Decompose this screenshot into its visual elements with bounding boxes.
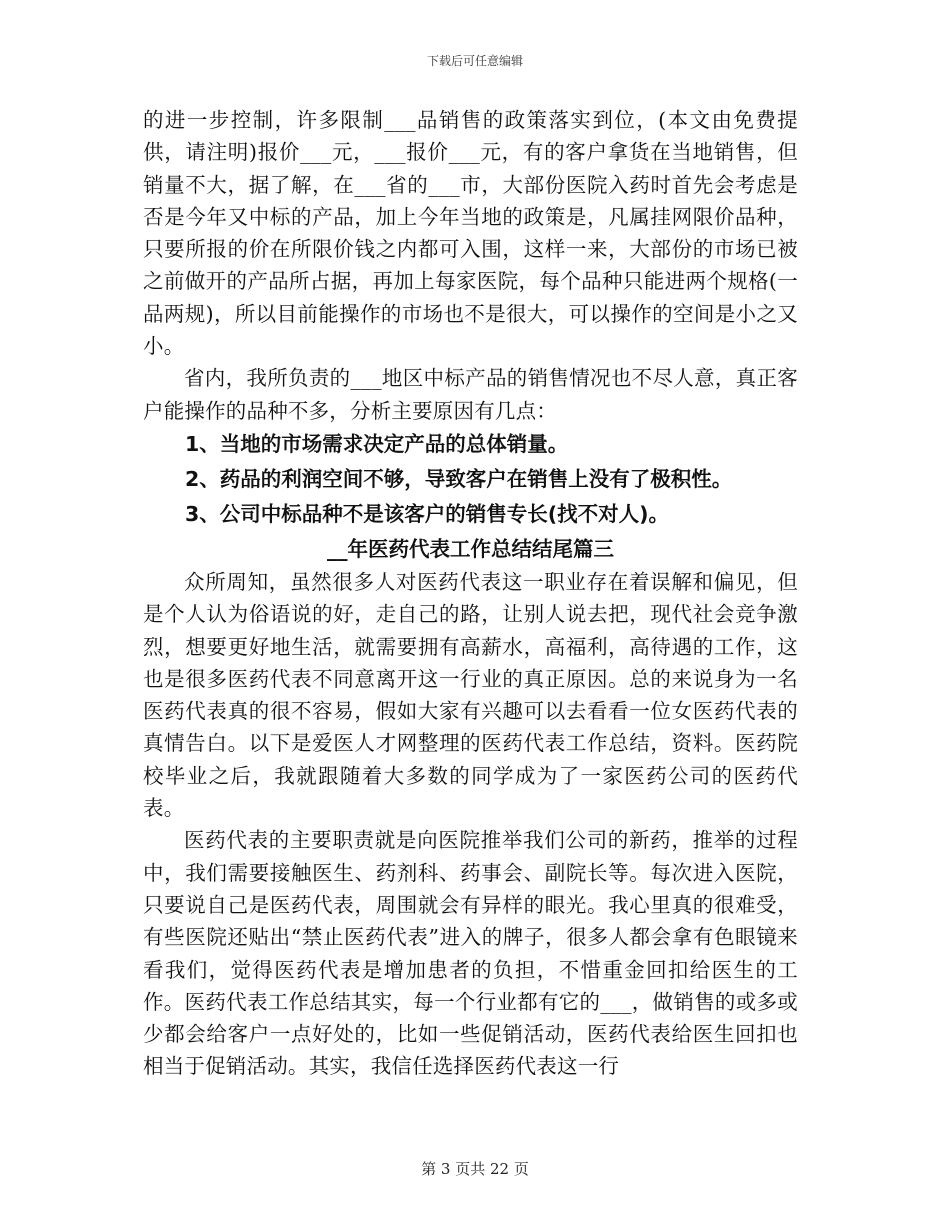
list-item-2: 2、药品的利润空间不够，导致客户在销售上没有了极积性。 <box>185 466 733 491</box>
paragraph-4: 医药代表的主要职责就是向医院推举我们公司的新药，推举的过程中，我们需要接触医生、药剂科、药事会、副院长等。每次进入医院，只要说自己是医药代表，周围就会有异样的眼光。我心里真的很难受，有些医院还贴出“禁止医药代表”进入的牌子，很多人都会拿有色眼镜来看我们，觉得医药代表是增加患者的负担，不惜重金回扣给医生的工作。医药代表工作总结其实，每一个行业都有它的___，做销售的或多或少都会给客户一点好处的，比如一些促销活动，医药代表给医生回扣也相当于促销活动。其实，我信任选择医药代表这一行 <box>143 828 798 1079</box>
list-item-1: 1、当地的市场需求决定产品的总体销量。 <box>185 431 569 456</box>
paragraph-2: 省内，我所负责的___地区中标产品的销售情况也不尽人意，真正客户能操作的品种不多，分析主要原因有几点： <box>143 366 798 423</box>
list-item-3: 3、公司中标品种不是该客户的销售专长(找不对人)。 <box>185 501 670 526</box>
section-title: __年医药代表工作总结结尾篇三 <box>327 536 614 561</box>
document-body <box>143 104 798 1083</box>
page-number: 第 3 页共 22 页 <box>421 1160 529 1178</box>
paragraph-3: 众所周知，虽然很多人对医药代表这一职业存在着误解和偏见，但是个人认为俗语说的好，走自己的路，让别人说去把，现代社会竞争激烈，想要更好地生活，就需要拥有高薪水，高福利，高待遇的工作，这也是很多医药代表不同意离开这一行业的真正原因。总的来说身为一名医药代表真的很不容易，假如大家有兴趣可以去看看一位女医药代表的真情告白。以下是爱医人才网整理的医药代表工作总结，资料。医药院校毕业之后，我就跟随着大多数的同学成为了一家医药公司的医药代表。 <box>143 569 798 821</box>
paragraph-1: 的进一步控制，许多限制___品销售的政策落实到位，(本文由免费提供，请注明)报价___元，___报价___元，有的客户拿货在当地销售，但销量不大，据了解，在___省的___市，大部份医院入药时首先会考虑是否是今年又中标的产品，加上今年当地的政策是，凡属挂网限价品种，只要所报的价在所限价钱之内都可入围，这样一来，大部份的市场已被之前做开的产品所占据，再加上每家医院，每个品种只能进两个规格(一品两规)，所以目前能操作的市场也不是很大，可以操作的空间是小之又小。 <box>143 108 798 359</box>
page-header: 下载后可任意编辑 <box>426 54 523 68</box>
